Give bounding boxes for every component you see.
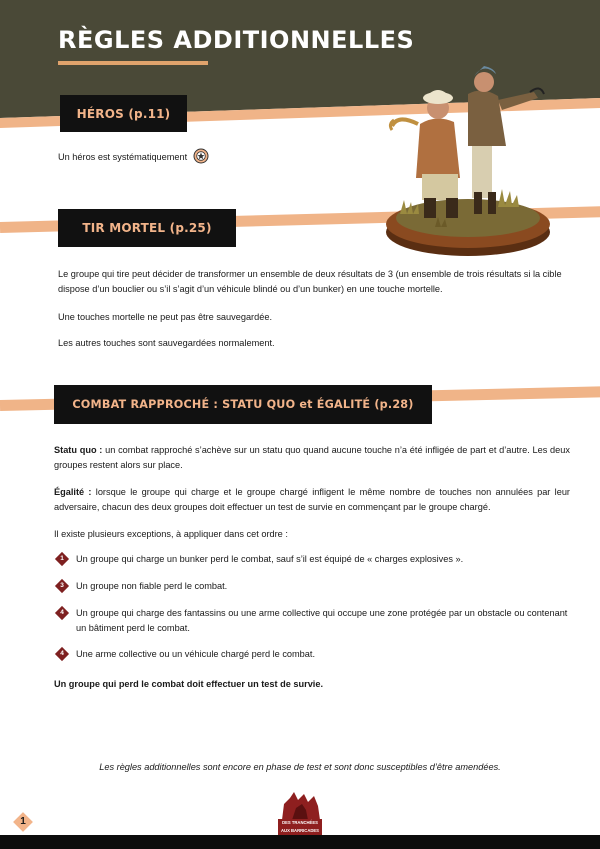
title-underline — [58, 61, 208, 65]
section-combat-title: COMBAT RAPPROCHÉ : STATU QUO et ÉGALITÉ (p.28) — [54, 385, 432, 424]
section-tir-mortel-title: TIR MORTEL (p.25) — [58, 209, 236, 247]
publisher-logo — [278, 790, 322, 836]
heros-text-label: Un héros est systématiquement — [58, 152, 188, 162]
page-title: RÈGLES ADDITIONNELLES — [58, 26, 415, 54]
page-number: 1 — [20, 816, 26, 827]
exception-bullet-1: 1 — [56, 553, 68, 565]
egalite-text: lorsque le groupe qui charge et le groupe chargé infligent le même nombre de touches non annulées par leur adversaire, chacun des deux groupes doit effectuer un test de survie en commençant par le groupe chargé. — [54, 487, 570, 512]
section-heros-title: HÉROS (p.11) — [60, 95, 187, 132]
footnote: Les règles additionnelles sont encore en phase de test et sont donc susceptibles d’être amendées. — [99, 762, 501, 772]
footer-bar — [0, 835, 600, 849]
hero-icon — [193, 148, 209, 164]
tir-mortel-paragraph-1: Le groupe qui tire peut décider de transformer un ensemble de deux résultats de 3 (un ensemble de trois résultats si la cible dispose d’un bouclier ou s’il s’agit d’un véhicule blindé ou d’un bunker) en une touche mortelle. — [58, 269, 562, 294]
tir-mortel-paragraph-3: Les autres touches sont sauvegardées normalement. — [58, 338, 275, 348]
statu-quo-text: un combat rapproché s’achève sur un statu quo quand aucune touche n’a été infligée de part et d’autre. Les deux groupes restent alors sur place. — [54, 445, 570, 470]
heros-text — [58, 148, 258, 165]
egalite-paragraph — [54, 485, 570, 514]
conclusion: Un groupe qui perd le combat doit effectuer un test de survie. — [54, 679, 324, 689]
statu-quo-label: Statu quo : — [54, 445, 103, 455]
logo-emblem-icon — [278, 790, 322, 820]
exception-bullet-3: 4 — [56, 607, 68, 619]
exception-item-1: Un groupe qui charge un bunker perd le combat, sauf s’il est équipé de « charges explosives ». — [76, 554, 464, 564]
logo-line-2: AUX BARRICADES — [278, 827, 322, 835]
logo-line-1: DES TRANCHÉES — [278, 819, 322, 827]
exception-item-2: Un groupe non fiable perd le combat. — [76, 581, 228, 591]
egalite-label: Égalité : — [54, 487, 92, 497]
exceptions-intro: Il existe plusieurs exceptions, à appliquer dans cet ordre : — [54, 529, 288, 539]
miniature-figure-illustration — [380, 42, 558, 260]
tir-mortel-paragraph-2: Une touches mortelle ne peut pas être sauvegardée. — [58, 312, 272, 322]
page-number-badge — [13, 812, 33, 832]
exception-item-4: Une arme collective ou un véhicule chargé perd le combat. — [76, 649, 316, 659]
exception-bullet-4: 4 — [56, 648, 68, 660]
exception-item-3: Un groupe qui charge des fantassins ou une arme collective qui occupe une zone protégée par un obstacle ou contenant un bâtiment perd le combat. — [76, 608, 568, 633]
exception-bullet-2: 3 — [56, 580, 68, 592]
statu-quo-paragraph — [54, 443, 570, 472]
